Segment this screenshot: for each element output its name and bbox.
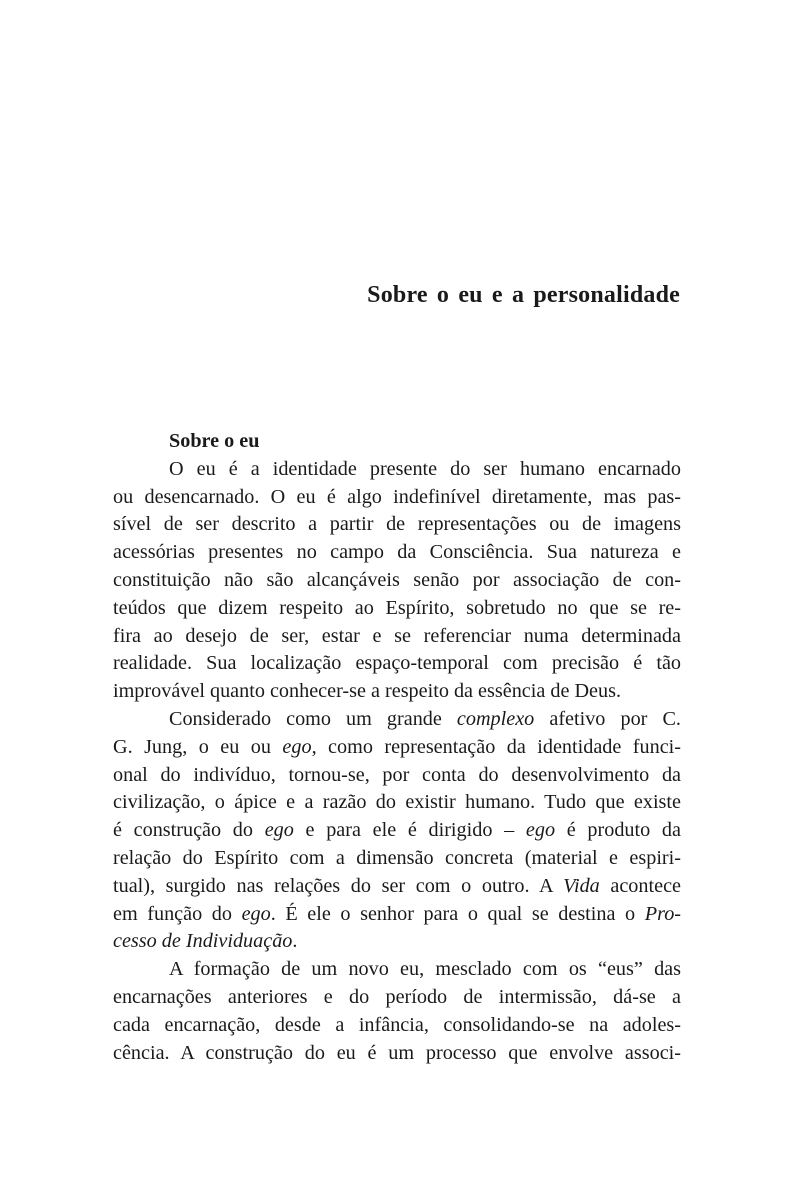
text-line: [113, 484, 681, 512]
text-segment: G. Jung, o eu ou: [113, 735, 283, 758]
text-line: [113, 456, 681, 484]
text-segment: . É ele o senhor para o qual se destina o: [270, 902, 645, 925]
text-line: [113, 956, 681, 984]
text-segment: civilização, o ápice e a razão do existir humano. Tudo que existe: [113, 791, 681, 814]
italic-text: ego: [282, 735, 312, 758]
text-line: [113, 901, 681, 929]
text-line: [113, 1040, 681, 1068]
text-line: [113, 650, 681, 678]
text-segment: constituição não são alcançáveis senão por associação de con-: [113, 568, 681, 591]
body-text: [113, 428, 681, 1067]
text-line: [113, 928, 681, 956]
italic-text: cesso de Individuação: [113, 930, 293, 953]
text-segment: é produto da: [555, 819, 681, 842]
text-segment: realidade. Sua localização espaço-temporal com precisão é tão: [113, 652, 681, 675]
text-segment: acontece: [599, 874, 681, 897]
text-line: [113, 539, 681, 567]
text-segment: cada encarnação, desde a infância, consolidando-se na adoles-: [113, 1013, 681, 1036]
text-line: [113, 706, 681, 734]
text-line: [113, 873, 681, 901]
italic-text: ego: [264, 819, 294, 842]
italic-text: ego: [525, 819, 556, 842]
text-segment: relação do Espírito com a dimensão concreta (material e espiri-: [113, 846, 681, 869]
text-segment: fira ao desejo de ser, estar e se referenciar numa determinada: [113, 624, 681, 647]
text-segment: sível de ser descrito a partir de representações ou de imagens: [113, 513, 681, 536]
text-line: [113, 567, 681, 595]
italic-text: Vida: [563, 874, 600, 897]
text-line: [113, 762, 681, 790]
text-line: [113, 734, 681, 762]
text-segment: teúdos que dizem respeito ao Espírito, sobretudo no que se re-: [113, 596, 681, 619]
text-line: [113, 1012, 681, 1040]
text-line: [113, 623, 681, 651]
text-line: [113, 595, 681, 623]
text-segment: ou desencarnado. O eu é algo indefinível diretamente, mas pas-: [113, 485, 681, 508]
text-line: [113, 984, 681, 1012]
text-segment: O eu é a identidade presente do ser humano encarnado: [169, 457, 681, 480]
paragraph: [113, 956, 681, 1067]
text-segment: , como representação da identidade funci-: [311, 735, 681, 758]
text-segment: Considerado como um grande: [169, 707, 457, 730]
text-segment: encarnações anteriores e do período de intermissão, dá-se a: [113, 985, 681, 1008]
text-segment: afetivo por C.: [534, 707, 681, 730]
italic-text: Pro-: [644, 902, 682, 925]
text-line: [113, 678, 681, 706]
text-line: [113, 511, 681, 539]
text-segment: acessórias presentes no campo da Consciência. Sua natureza e: [113, 541, 681, 564]
text-line: [113, 817, 681, 845]
text-segment: e para ele é dirigido –: [293, 819, 526, 842]
paragraph: [113, 456, 681, 706]
text-segment: em função do: [113, 902, 242, 925]
text-segment: é construção do: [113, 819, 265, 842]
text-segment: .: [292, 930, 298, 953]
italic-text: ego: [241, 902, 271, 925]
text-line: [113, 845, 681, 873]
chapter-title: Sobre o eu e a personalidade: [367, 282, 680, 308]
italic-text: complexo: [456, 707, 535, 730]
text-segment: A formação de um novo eu, mesclado com os “eus” das: [169, 958, 681, 981]
paragraphs: [113, 456, 681, 1068]
text-segment: improvável quanto conhecer-se a respeito da essência de Deus.: [113, 680, 621, 703]
text-segment: cência. A construção do eu é um processo que envolve associ-: [113, 1041, 681, 1064]
paragraph: [113, 706, 681, 956]
text-segment: onal do indivíduo, tornou-se, por conta do desenvolvimento da: [113, 763, 681, 786]
text-line: [113, 789, 681, 817]
section-heading: Sobre o eu: [169, 430, 260, 452]
text-segment: tual), surgido nas relações do ser com o outro. A: [113, 874, 564, 897]
